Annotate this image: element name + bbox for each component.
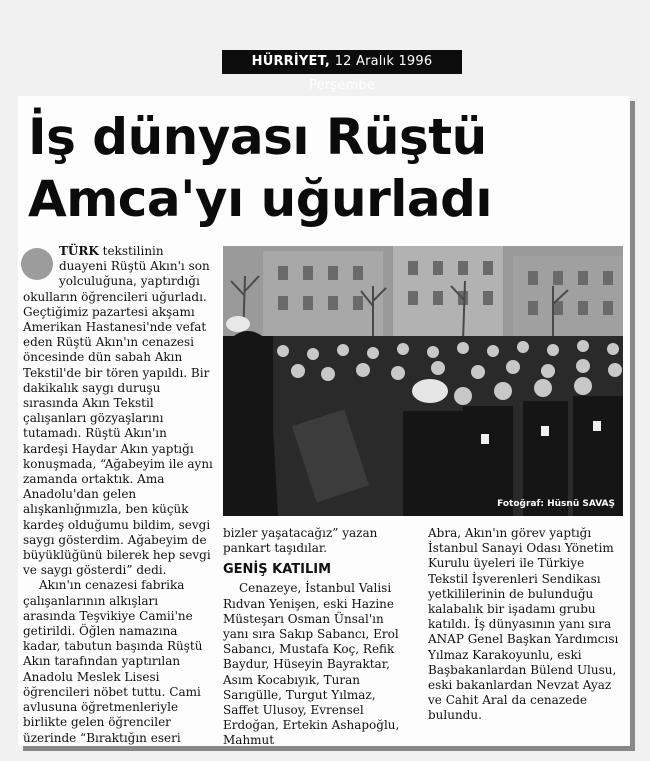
section-subheading: GENİŞ KATILIM bbox=[223, 562, 332, 578]
article-column-1 bbox=[23, 244, 213, 746]
paper-date: 12 Aralık 1996 Perşembe bbox=[308, 54, 433, 93]
paper-name: HÜRRİYET, bbox=[251, 54, 330, 69]
paragraph: Abra, Akın'ın görev yaptığı İstanbul Sanayi Odası Yönetim Kurulu üyeleri ile Türkiye Tekstil İşverenleri Sendikası yetkililerinin de bulunduğu kalabalık bir işadamı grubu katıldı. İş dünyasının yanı sıra ANAP Genel Başkan Yardımcısı Yılmaz Karakoyunlu, eski Başbakanlardan Bülend Ulusu, eski bakanlardan Nevzat Ayaz ve Cahit Aral da cenazede bulundu. bbox=[428, 526, 619, 723]
lead-word: TÜRK bbox=[59, 244, 99, 258]
paragraph bbox=[23, 244, 213, 578]
photo-credit: Fotoğraf: Hüsnü SAVAŞ bbox=[497, 499, 615, 509]
headline-line-1: İş dünyası Rüştü bbox=[28, 108, 487, 166]
bullet-dot-icon bbox=[21, 248, 53, 280]
headline-line-2: Amca'yı uğurladı bbox=[28, 170, 493, 228]
crowd-illustration bbox=[223, 246, 623, 516]
newspaper-masthead bbox=[222, 50, 462, 93]
funeral-photo bbox=[223, 246, 623, 516]
article-headline bbox=[28, 106, 628, 230]
paragraph: bizler yaşatacağız” yazan pankart taşıdılar. bbox=[223, 526, 378, 556]
paragraph-text: tekstilinin duayeni Rüştü Akın'ı son yolculuğuna, yaptırdığı okulların öğrencileri uğurladı. Geçtiğimiz pazartesi akşamı Amerikan Hastanesi'nde vefat eden Rüştü Akın'ın cenazesi öncesinde dün sabah Akın Tekstil'de bir tören yapıldı. Bir dakikalık saygı duruşu sırasında Akın Tekstil çalışanları gözyaşlarını tutamadı. Rüştü Akın'ın kardeşi Haydar Akın yaptığı konuşmada, “Ağabeyim ile aynı zamanda ortaktık. Ama Anadolu'dan gelen alışkanlığımızla, ben küçük kardeş olduğumu bildim, sevgi saygı gösterdim. Ağabeyim de büyüklüğünü bilerek hep sevgi ve saygı gösterdi” dedi. bbox=[23, 244, 213, 578]
article-clipping bbox=[18, 96, 630, 746]
paragraph: Akın'ın cenazesi fabrika çalışanlarının alkışları arasında Teşvikiye Camii'ne getirildi. Öğlen namazına kadar, tabutun başında Rüştü Akın tarafından yaptırılan Anadolu Meslek Lisesi öğrencileri nöbet tuttu. Cami avlusuna öğretmenleriyle birlikte gelen öğrenciler üzerinde “Bıraktığın eseri bbox=[23, 578, 203, 745]
article-column-2 bbox=[223, 526, 413, 749]
article-column-3 bbox=[428, 526, 623, 724]
paragraph: Cenazeye, İstanbul Valisi Rıdvan Yenişen, eski Hazine Müsteşarı Osman Ünsal'ın yanı sıra Sakıp Sabancı, Erol Sabancı, Mustafa Koç, Refik Baydur, Hüseyin Bayraktar, Asım Kocabıyık, Turan Sarıgülle, Turgut Yılmaz, Saffet Ulusoy, Evrensel Erdoğan, Ertekin Ashapoğlu, Mahmut bbox=[223, 581, 400, 748]
